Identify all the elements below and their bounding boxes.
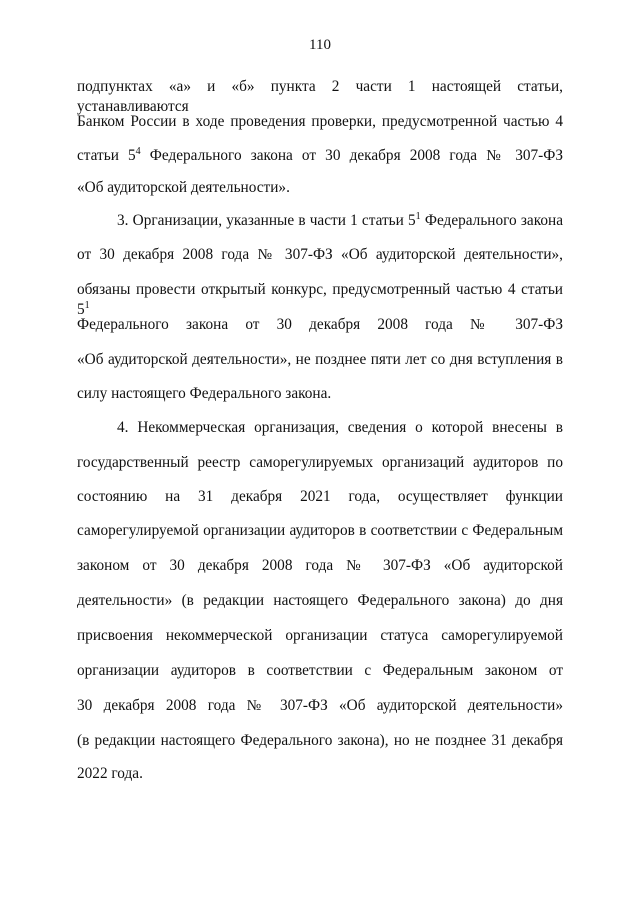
text-line: от 30 декабря 2008 года № 307-ФЗ «Об аудиторской деятельности», — [77, 246, 563, 263]
text-line: «Об аудиторской деятельности». — [77, 179, 290, 196]
text-line: состоянию на 31 декабря 2021 года, осуществляет функции — [77, 488, 563, 505]
text-line: деятельности» (в редакции настоящего Федерального закона) до дня — [77, 592, 563, 609]
text-line: подпунктах «а» и «б» пункта 2 части 1 настоящей статьи, устанавливаются — [77, 78, 563, 115]
text-line: присвоения некоммерческой организации статуса саморегулируемой — [77, 627, 563, 644]
text-line: 4. Некоммерческая организация, сведения о которой внесены в — [117, 419, 563, 436]
text-line: законом от 30 декабря 2008 года № 307-ФЗ «Об аудиторской — [77, 557, 563, 574]
text-line: 30 декабря 2008 года № 307-ФЗ «Об аудиторской деятельности» — [77, 697, 563, 714]
text-line: «Об аудиторской деятельности», не позднее пяти лет со дня вступления в — [77, 351, 563, 368]
text-line: государственный реестр саморегулируемых организаций аудиторов по — [77, 454, 563, 471]
text-line: саморегулируемой организации аудиторов в соответствии с Федеральным — [77, 522, 563, 539]
page-number: 110 — [309, 37, 331, 53]
text-line: обязаны провести открытый конкурс, предусмотренный частью 4 статьи $5^1$ — [77, 281, 563, 318]
text-line: Федерального закона от 30 декабря 2008 года № 307-ФЗ — [77, 316, 563, 333]
text-line: статьи $5^4$ Федерального закона от 30 декабря 2008 года № 307-ФЗ — [77, 146, 563, 164]
text-line: силу настоящего Федерального закона. — [77, 385, 332, 402]
text-line: Банком России в ходе проведения проверки, предусмотренной частью 4 — [77, 113, 563, 130]
text-line: 2022 года. — [77, 765, 143, 782]
text-line: 3. Организации, указанные в части 1 статьи $5^1$ Федерального закона — [117, 211, 563, 229]
text-line: организации аудиторов в соответствии с Федеральным законом от — [77, 662, 563, 679]
text-line: (в редакции настоящего Федерального закона), но не позднее 31 декабря — [77, 732, 563, 749]
